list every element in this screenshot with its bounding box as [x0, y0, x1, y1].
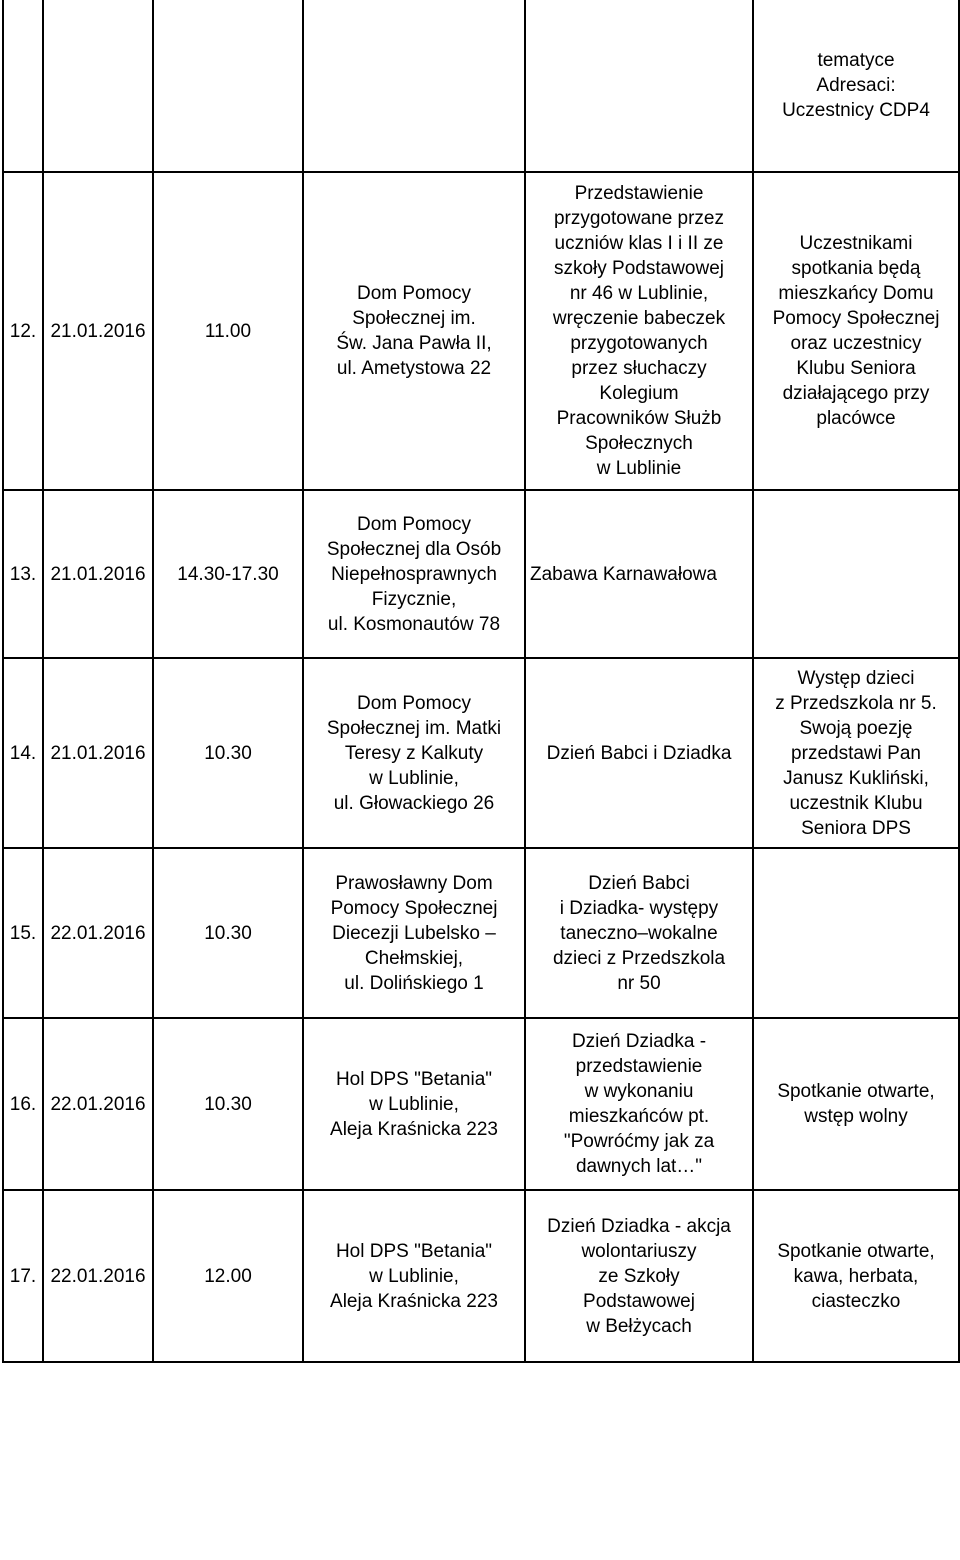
- table-row: [3, 1018, 959, 1190]
- cell-description: Dzień Dziadka - przedstawienie w wykonaniu mieszkańców pt. "Powróćmy jak za dawnych lat…": [525, 1018, 753, 1190]
- cell-place: Hol DPS "Betania" w Lublinie, Aleja Kraśnicka 223: [303, 1190, 525, 1362]
- table-row: [3, 658, 959, 848]
- cell-description: Zabawa Karnawałowa: [525, 490, 753, 658]
- cell-date: 22.01.2016: [43, 848, 153, 1018]
- cell-time: 11.00: [153, 172, 303, 490]
- cell-num: [3, 0, 43, 172]
- cell-place: Hol DPS "Betania" w Lublinie, Aleja Kraśnicka 223: [303, 1018, 525, 1190]
- cell-date: 21.01.2016: [43, 172, 153, 490]
- cell-num: 13.: [3, 490, 43, 658]
- cell-time: 10.30: [153, 658, 303, 848]
- cell-num: 17.: [3, 1190, 43, 1362]
- cell-audience: [753, 848, 959, 1018]
- cell-place: Dom Pomocy Społecznej dla Osób Niepełnosprawnych Fizycznie, ul. Kosmonautów 78: [303, 490, 525, 658]
- cell-time: 12.00: [153, 1190, 303, 1362]
- cell-time: 10.30: [153, 848, 303, 1018]
- cell-date: 21.01.2016: [43, 658, 153, 848]
- cell-description: Dzień Babci i Dziadka- występy taneczno–wokalne dzieci z Przedszkola nr 50: [525, 848, 753, 1018]
- cell-description: Dzień Babci i Dziadka: [525, 658, 753, 848]
- cell-num: 12.: [3, 172, 43, 490]
- cell-time: [153, 0, 303, 172]
- cell-num: 15.: [3, 848, 43, 1018]
- cell-date: 21.01.2016: [43, 490, 153, 658]
- events-table: [2, 0, 960, 1363]
- cell-num: 16.: [3, 1018, 43, 1190]
- cell-description: [525, 0, 753, 172]
- table-row: [3, 1190, 959, 1362]
- cell-place: Dom Pomocy Społecznej im. Św. Jana Pawła II, ul. Ametystowa 22: [303, 172, 525, 490]
- cell-audience: [753, 490, 959, 658]
- cell-date: 22.01.2016: [43, 1018, 153, 1190]
- cell-time: 14.30-17.30: [153, 490, 303, 658]
- cell-audience: Występ dzieci z Przedszkola nr 5. Swoją poezję przedstawi Pan Janusz Kukliński, uczestnik Klubu Seniora DPS: [753, 658, 959, 848]
- cell-audience: Spotkanie otwarte, wstęp wolny: [753, 1018, 959, 1190]
- cell-date: [43, 0, 153, 172]
- cell-place: Dom Pomocy Społecznej im. Matki Teresy z Kalkuty w Lublinie, ul. Głowackiego 26: [303, 658, 525, 848]
- cell-audience: tematyce Adresaci: Uczestnicy CDP4: [753, 0, 959, 172]
- table-row: [3, 490, 959, 658]
- cell-description: Dzień Dziadka - akcja wolontariuszy ze Szkoły Podstawowej w Bełżycach: [525, 1190, 753, 1362]
- table-row: [3, 848, 959, 1018]
- cell-description: Przedstawienie przygotowane przez uczniów klas I i II ze szkoły Podstawowej nr 46 w Lublinie, wręczenie babeczek przygotowanych przez słuchaczy Kolegium Pracowników Służb Społecznych w Lublinie: [525, 172, 753, 490]
- table-row: [3, 172, 959, 490]
- cell-place: Prawosławny Dom Pomocy Społecznej Diecezji Lubelsko – Chełmskiej, ul. Dolińskiego 1: [303, 848, 525, 1018]
- cell-time: 10.30: [153, 1018, 303, 1190]
- continued-row: [3, 0, 959, 172]
- cell-place: [303, 0, 525, 172]
- cell-date: 22.01.2016: [43, 1190, 153, 1362]
- cell-audience: Uczestnikami spotkania będą mieszkańcy Domu Pomocy Społecznej oraz uczestnicy Klubu Seniora działającego przy placówce: [753, 172, 959, 490]
- cell-num: 14.: [3, 658, 43, 848]
- cell-audience: Spotkanie otwarte, kawa, herbata, ciasteczko: [753, 1190, 959, 1362]
